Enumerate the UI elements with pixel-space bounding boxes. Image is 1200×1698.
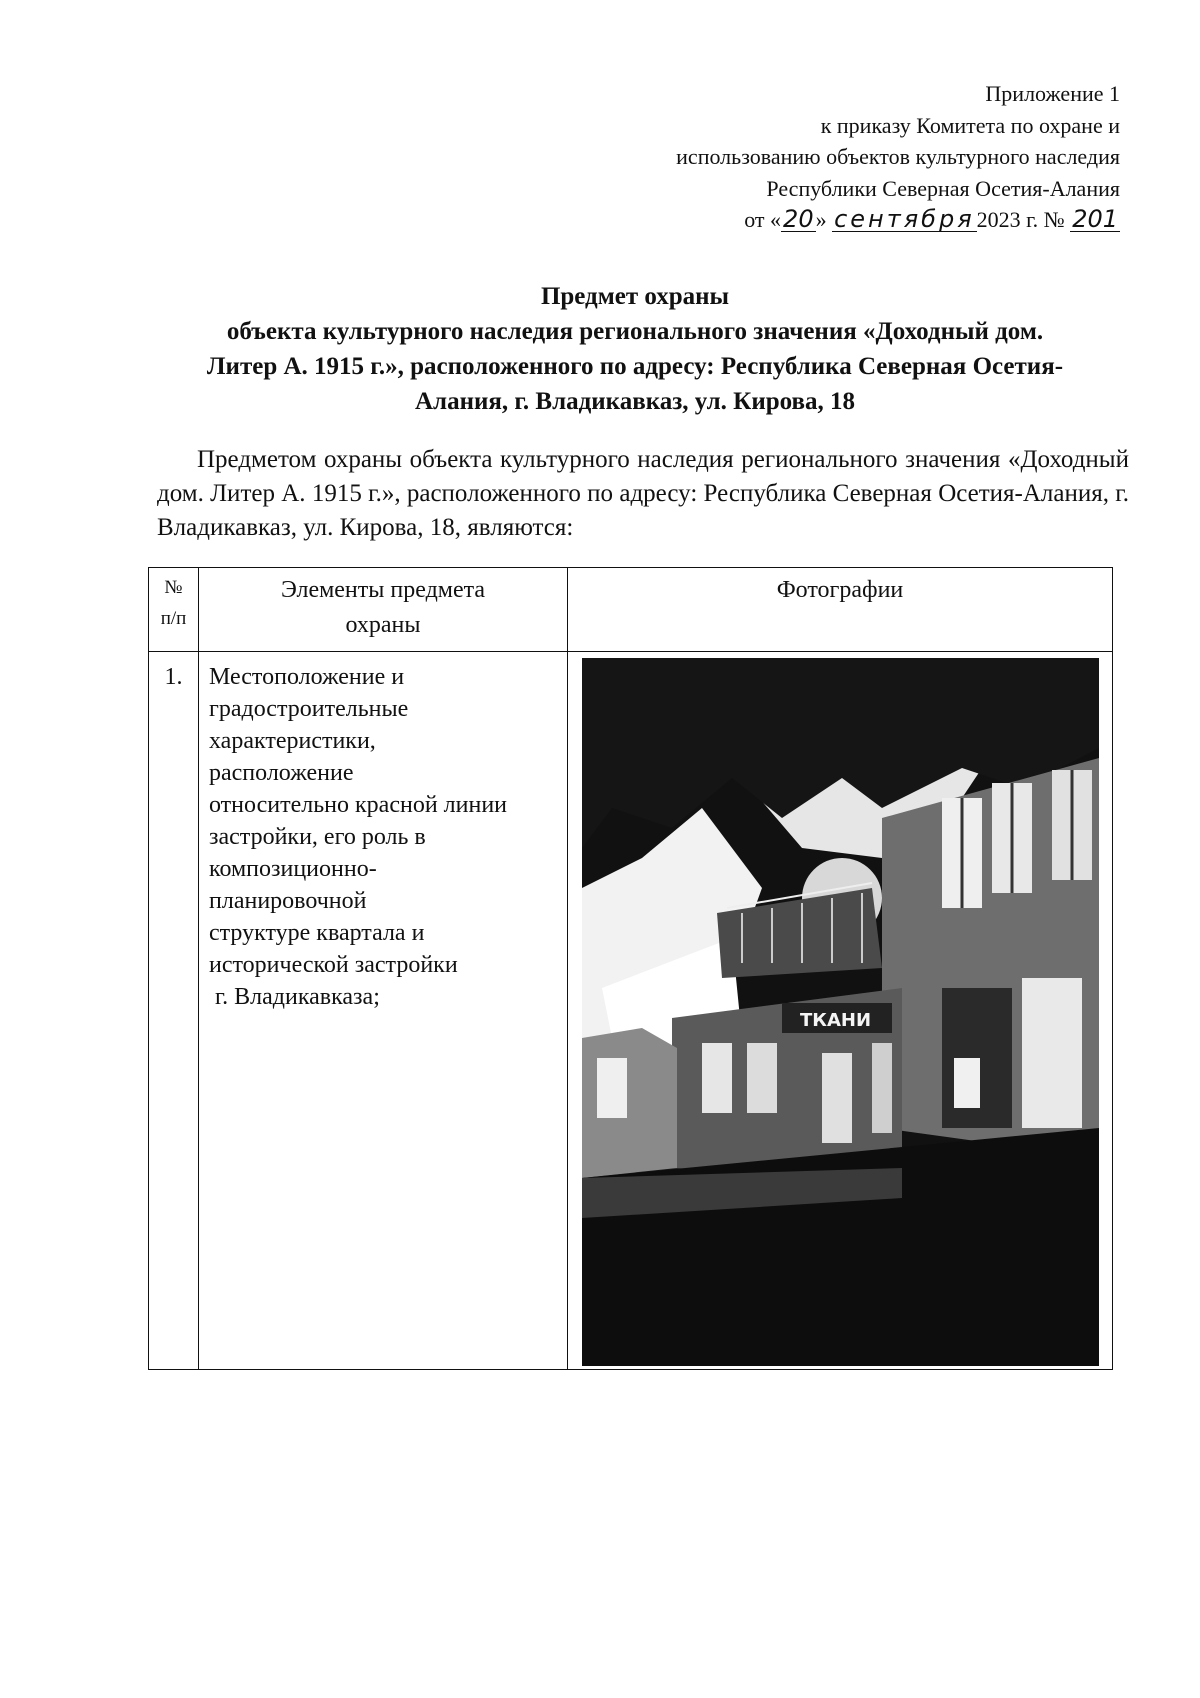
element-line: композиционно- — [209, 856, 377, 882]
element-line: исторической застройки — [209, 952, 458, 978]
date-day: 20 — [783, 205, 814, 233]
order-date-line — [676, 204, 1120, 236]
header-number-abbr: п/п — [160, 608, 187, 629]
shop-sign: ТКАНИ — [800, 1010, 872, 1031]
element-line: планировочной — [209, 888, 367, 914]
element-line: расположение — [209, 760, 354, 786]
order-number: 201 — [1072, 205, 1118, 233]
appendix-line-4: Республики Северная Осетия-Алания — [766, 175, 1120, 201]
element-line: Местоположение и — [209, 664, 405, 690]
element-line: характеристики, — [209, 728, 376, 754]
table-row — [149, 652, 1113, 1370]
building-photo — [582, 658, 1099, 1366]
date-mid: » — [815, 207, 827, 232]
date-prefix: от « — [744, 207, 782, 232]
document-title — [140, 279, 1130, 419]
element-line: структуре квартала и — [209, 920, 425, 946]
header-number — [149, 568, 199, 652]
date-year: 2023 г. № — [976, 207, 1065, 232]
title-line-4: Алания, г. Владикавказ, ул. Кирова, 18 — [414, 388, 855, 415]
appendix-header — [676, 78, 1120, 236]
appendix-line-3: использованию объектов культурного наследия — [676, 144, 1120, 169]
header-elements-line-1: Элементы предмета — [280, 577, 486, 603]
header-elements-line-2: охраны — [345, 612, 421, 638]
intro-paragraph: Предметом охраны объекта культурного наследия регионального значения «Доходный дом. Литер А. 1915 г.», расположенного по адресу: Республика Северная Осетия-Алания, г. Владикавказ, ул. Кирова, 18, являются: — [157, 446, 1129, 541]
row-photo-cell — [568, 652, 1113, 1370]
header-number-sign: № — [164, 577, 183, 598]
element-line: градостроительные — [209, 696, 409, 722]
title-line-3: Литер А. 1915 г.», расположенного по адресу: Республика Северная Осетия- — [206, 353, 1064, 380]
header-elements — [199, 568, 568, 652]
protection-table — [148, 567, 1113, 1370]
element-line: г. Владикавказа; — [209, 984, 380, 1010]
header-photos: Фотографии — [568, 568, 1113, 652]
title-line-2: объекта культурного наследия регионального значения «Доходный дом. — [226, 318, 1044, 345]
table-header-row — [149, 568, 1113, 652]
date-month: сентября — [834, 205, 975, 233]
appendix-title: Приложение 1 — [985, 81, 1120, 106]
appendix-line-2: к приказу Комитета по охране и — [820, 112, 1120, 138]
element-line: застройки, его роль в — [209, 824, 426, 850]
element-line: относительно красной линии — [209, 792, 508, 818]
row-number: 1. — [149, 652, 199, 1370]
title-line-1: Предмет охраны — [540, 283, 730, 310]
row-elements — [199, 652, 568, 1370]
